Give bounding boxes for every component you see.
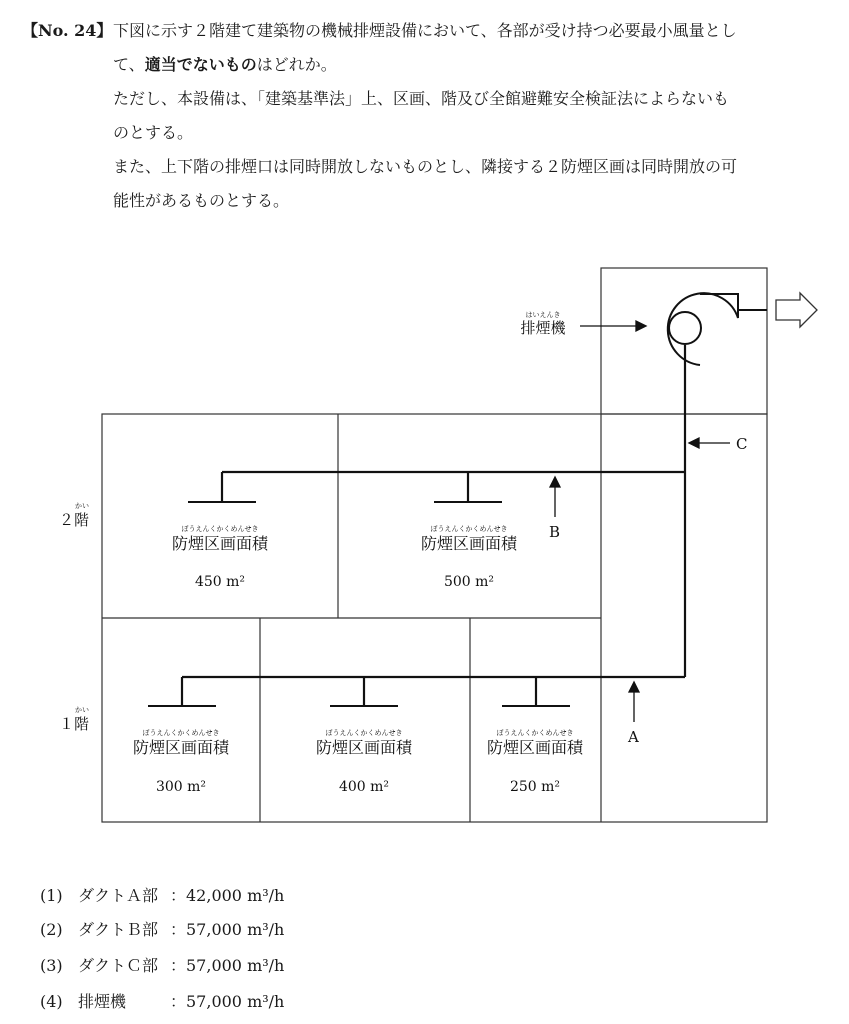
point-b-label: B — [549, 523, 561, 541]
zone-ruby: ぼうえんくかくめんせき — [325, 729, 403, 737]
zone-label: 防煙区画面積 — [171, 534, 269, 553]
answer-option-4[interactable] — [40, 989, 284, 1012]
floor-2-label: ２階 — [58, 511, 90, 529]
question-line-3: ただし、本設備は、「建築基準法」上、区画、階及び全館避難安全検証法によらないも — [113, 89, 730, 108]
answer-option-1[interactable] — [40, 883, 284, 906]
floor-2-ruby: かい — [75, 502, 89, 510]
fan-label: 排煙機 — [520, 319, 566, 337]
zone-label: 防煙区画面積 — [486, 738, 584, 757]
zone-ruby: ぼうえんくかくめんせき — [142, 729, 220, 737]
question-emphasis: 適当でないもの — [144, 55, 257, 74]
floor-1-ruby: かい — [75, 706, 89, 714]
question-line-2-post: はどれか。 — [256, 55, 337, 74]
option-number: (4) — [40, 992, 63, 1011]
question-line-5: また、上下階の排煙口は同時開放しないものとし、隣接する２防煙区画は同時開放の可 — [113, 157, 738, 176]
pointer-b-arrow — [550, 477, 560, 517]
outlet-arrow-icon — [776, 293, 817, 327]
option-value: ：57,000 m³/h — [170, 920, 285, 939]
option-number: (2) — [40, 920, 63, 939]
question-number: 【No. 24】 — [22, 21, 113, 40]
point-c-label: C — [736, 435, 748, 453]
zone-label: 防煙区画面積 — [420, 534, 518, 553]
option-label: 排煙機 — [78, 992, 127, 1011]
pointer-c-arrow — [689, 438, 730, 448]
answer-option-3[interactable] — [40, 953, 284, 976]
floor-1-label: １階 — [58, 715, 90, 733]
option-value: ：42,000 m³/h — [170, 886, 285, 905]
zone-ruby: ぼうえんくかくめんせき — [496, 729, 574, 737]
fan-label-ruby: はいえんき — [525, 311, 561, 319]
answer-option-2[interactable] — [40, 917, 284, 940]
fan-pointer-arrow — [580, 321, 646, 331]
zone-area: 500 m² — [443, 574, 495, 590]
option-number: (1) — [40, 886, 63, 905]
option-label: ダクトＣ部 — [78, 956, 159, 975]
option-number: (3) — [40, 956, 63, 975]
option-value: ：57,000 m³/h — [170, 956, 285, 975]
zone-area: 300 m² — [155, 779, 207, 795]
zone-area: 400 m² — [338, 779, 390, 795]
fan-icon — [668, 293, 767, 365]
zone-ruby: ぼうえんくかくめんせき — [181, 525, 259, 533]
pointer-a-arrow — [629, 682, 639, 722]
option-value: ：57,000 m³/h — [170, 992, 285, 1011]
option-label: ダクトＢ部 — [78, 920, 159, 939]
question-line-4: のとする。 — [113, 123, 194, 142]
zone-area: 250 m² — [509, 779, 561, 795]
zone-area: 450 m² — [194, 574, 246, 590]
zone-ruby: ぼうえんくかくめんせき — [430, 525, 508, 533]
zone-label: 防煙区画面積 — [132, 738, 230, 757]
question-line-6: 能性があるものとする。 — [113, 191, 290, 210]
question-line-1: 下図に示す２階建て建築物の機械排煙設備において、各部が受け持つ必要最小風量とし — [113, 21, 737, 40]
zone-label: 防煙区画面積 — [315, 738, 413, 757]
option-label: ダクトＡ部 — [78, 886, 159, 905]
question-line-2-pre: て、 — [113, 55, 145, 74]
point-a-label: A — [628, 728, 639, 746]
